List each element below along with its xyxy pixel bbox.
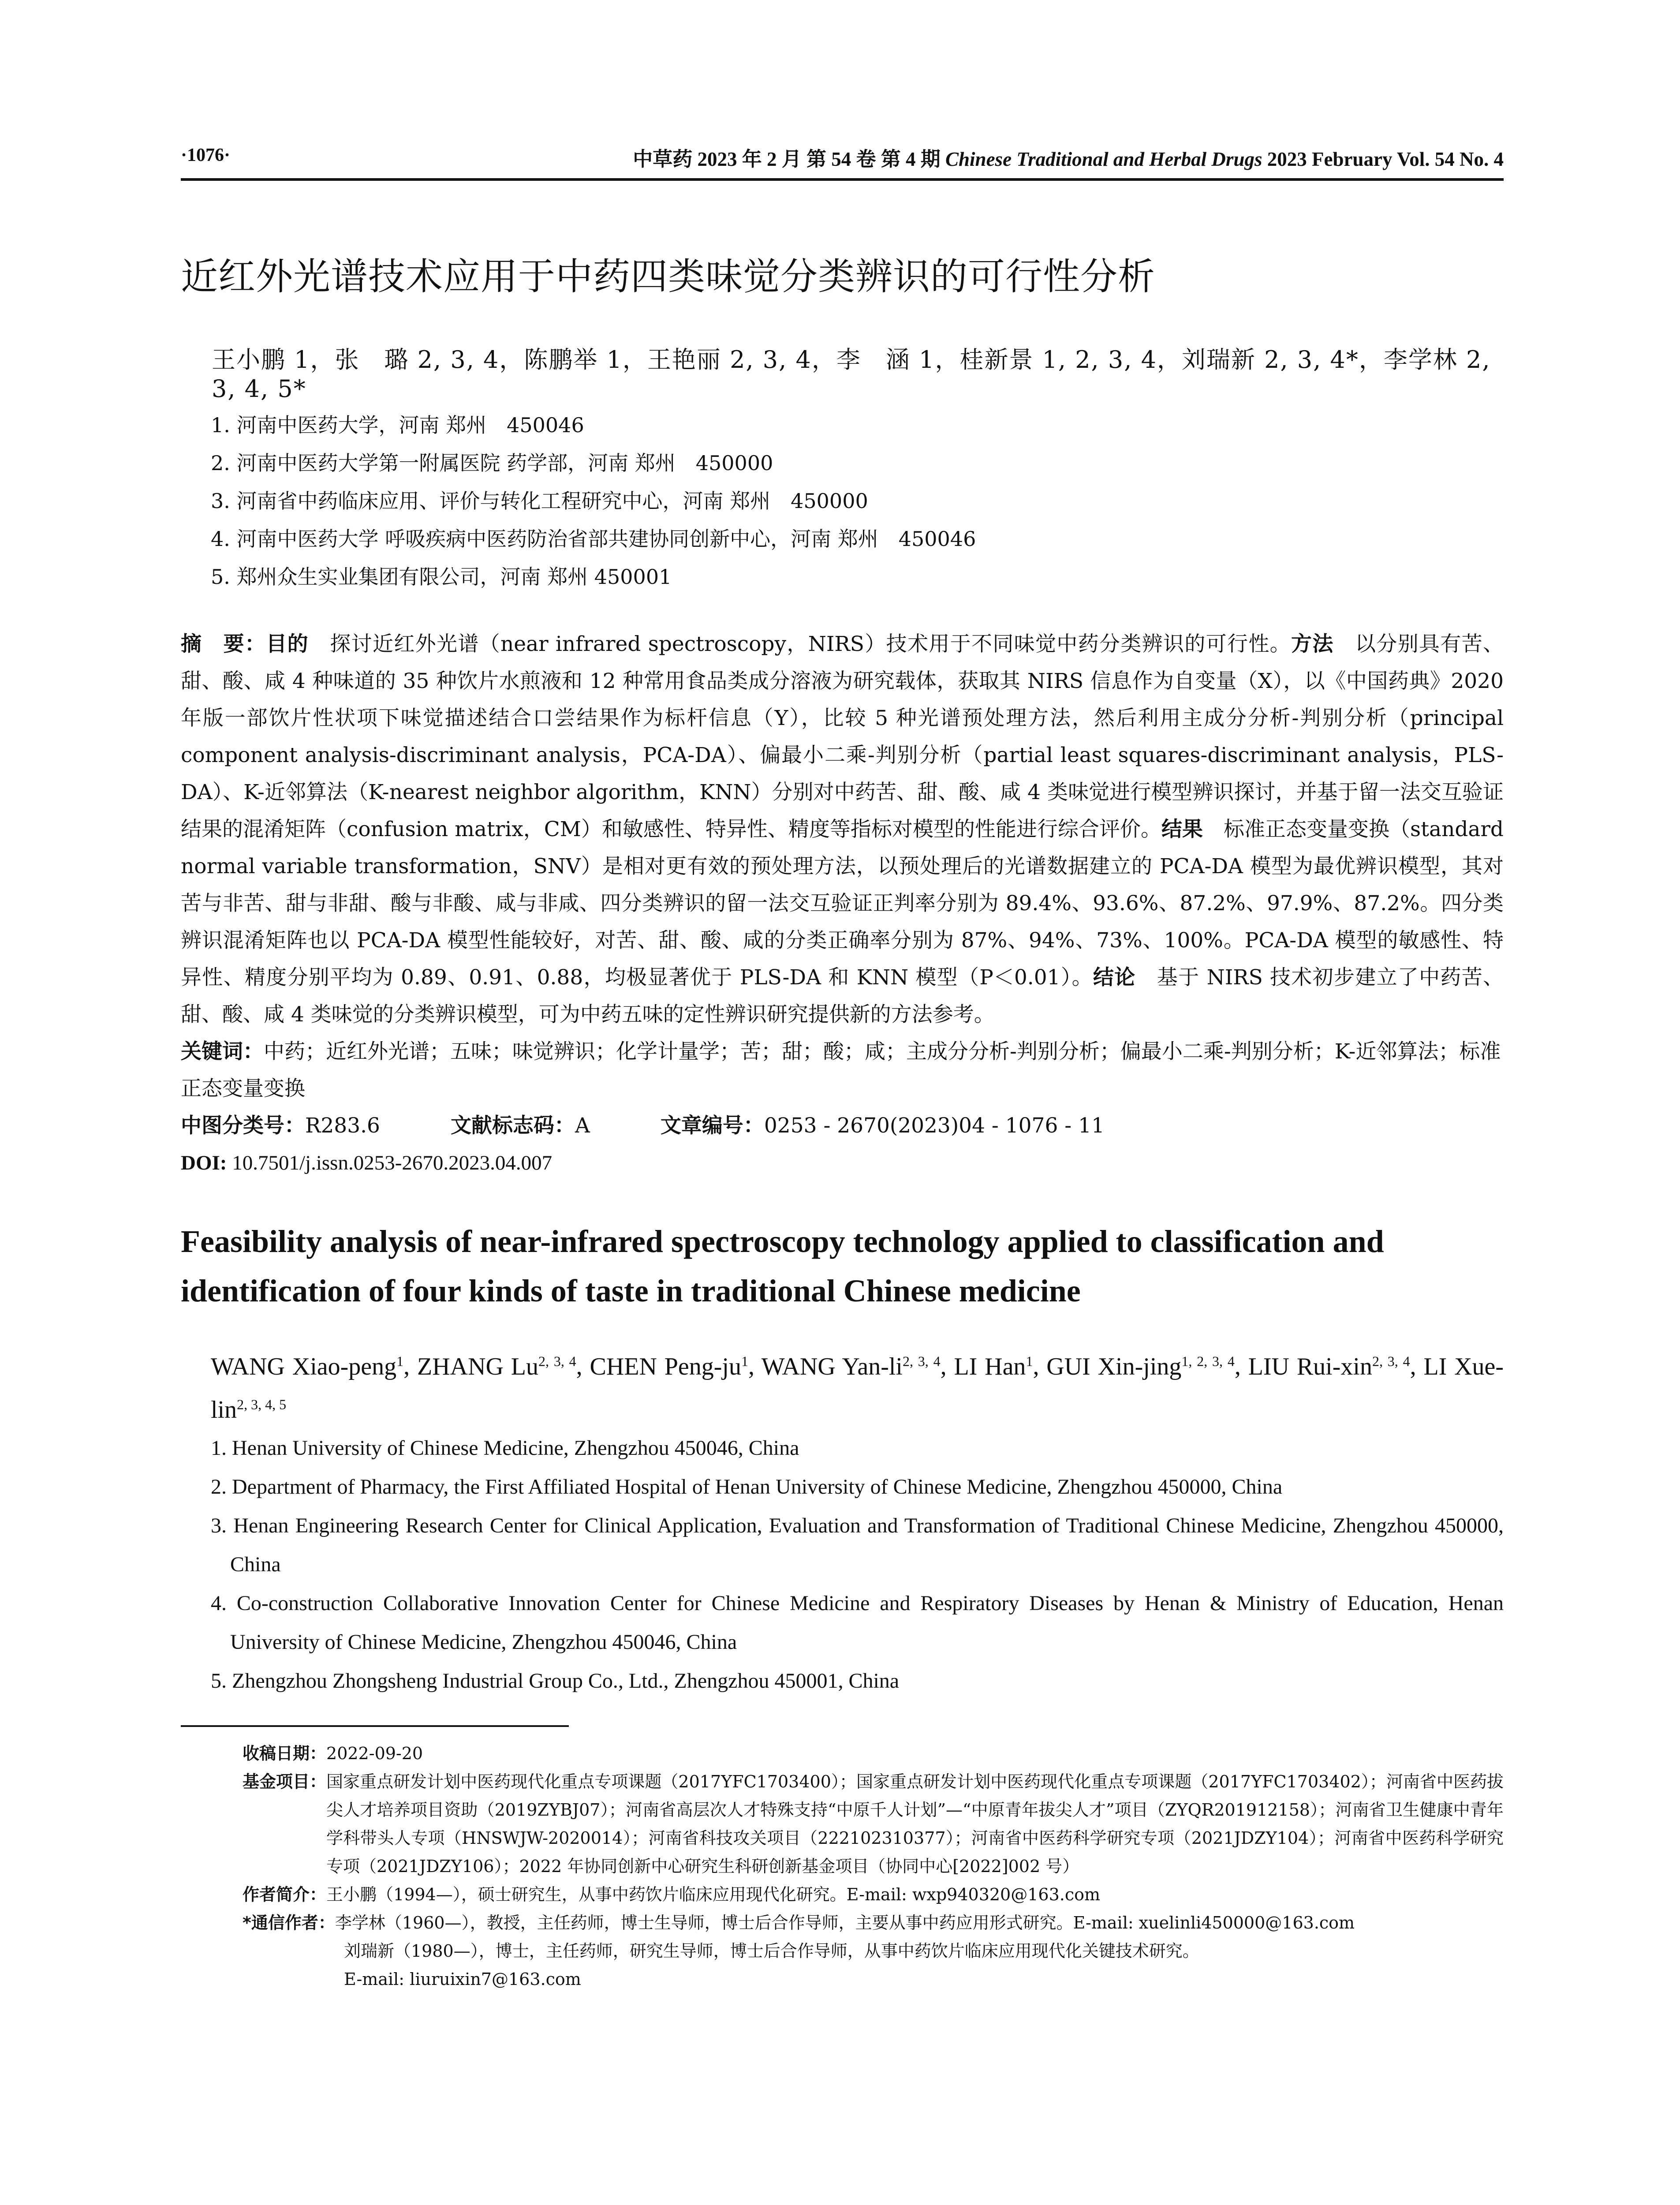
- abstract-cn: [181, 626, 1504, 1033]
- author-en-name: WANG Yan-li: [761, 1353, 903, 1380]
- affiliation-cn-4: 4. 河南中医药大学 呼吸疾病中医药防治省部共建协同创新中心，河南 郑州 450046: [211, 527, 976, 551]
- method-text: 以分别具有苦、甜、酸、咸 4 种味道的 35 种饮片水煎液和 12 种常用食品类成分溶液为研究载体，获取其 NIRS 信息作为自变量（X），以《中国药典》2020 年版一部饮片性状项下味觉描述结合口尝结果作为标杆信息（Y），比较 5 种光谱预处理方法，然后利用主成分分析-判别分析（principal component analysis-discriminant analysis，PCA-DA）、偏最小二乘-判别分析（partial least squares-discriminant analysis，PLS-DA）、K-近邻算法（K-nearest neighbor algorithm，KNN）分别对中药苦、甜、酸、咸 4 类味觉进行模型辨识探讨，并基于留一法交互验证结果的混淆矩阵（confusion matrix，CM）和敏感性、特异性、精度等指标对模型的性能进行综合评价。: [181, 632, 1504, 841]
- running-header: [181, 141, 1504, 181]
- author-intro-value: 王小鹏（1994—），硕士研究生，从事中药饮片临床应用现代化研究。E-mail: wxp940320@163.com: [326, 1885, 1101, 1905]
- classification-line: [181, 1107, 1504, 1144]
- abstract-label: 摘 要：: [181, 632, 266, 656]
- journal-info: [633, 143, 1504, 172]
- author-en: [1046, 1353, 1235, 1380]
- fund-row: [243, 1768, 1504, 1880]
- affiliation-en-4: 4. Co-construction Collaborative Innovation Center for Chinese Medicine and Respiratory Diseases by Henan & Ministry of Education, Henan University of Chinese Medicine, Zhengzhou 450046, China: [211, 1592, 1504, 1654]
- corresponding-label: *通信作者：: [243, 1913, 335, 1933]
- keywords-cn: [181, 1033, 1504, 1107]
- author-en-affil-sup: 2, 3, 4: [538, 1353, 576, 1369]
- author-en: [954, 1353, 1033, 1380]
- fund-value: 国家重点研发计划中医药现代化重点专项课题（2017YFC1703400）；国家重点研发计划中医药现代化重点专项课题（2017YFC1703402）；河南省中医药拔尖人才培养项目资助（2019ZYBJ07）；河南省高层次人才特殊支持“中原千人计划”—“中原青年拔尖人才”项目（ZYQR201912158）；河南省卫生健康中青年学科带头人专项（HNSWJW-2020014）；河南省科技攻关项目（222102310377）；河南省中医药科学研究专项（2021JDZY104）；河南省中医药科学研究专项（2021JDZY106）；2022 年协同创新中心研究生科研创新基金项目（协同中心[2022]002 号）: [326, 1772, 1504, 1876]
- doi-line: [181, 1144, 1504, 1181]
- clc-value: R283.6: [305, 1114, 380, 1138]
- author-en: [211, 1353, 403, 1380]
- corresponding-email-2: E-mail: liuruixin7@163.com: [344, 1970, 581, 1989]
- corresponding-row: [243, 1909, 1504, 1937]
- affiliation-en-1: 1. Henan University of Chinese Medicine, Zhengzhou 450046, China: [211, 1436, 799, 1460]
- journal-en-italic: Chinese Traditional and Herbal Drugs: [945, 148, 1262, 170]
- author-en-affil-sup: 1: [1026, 1353, 1033, 1369]
- keywords-text: 中药；近红外光谱；五味；味觉辨识；化学计量学；苦；甜；酸；咸；主成分分析-判别分析；偏最小二乘-判别分析；K-近邻算法；标准正态变量变换: [181, 1039, 1501, 1101]
- received-label: 收稿日期：: [243, 1744, 327, 1764]
- author-en: [590, 1353, 748, 1380]
- author-en: [762, 1353, 941, 1380]
- author-en-affil-sup: 1, 2, 3, 4: [1181, 1353, 1235, 1369]
- author-en-name: LIU Rui-xin: [1248, 1353, 1372, 1380]
- affiliations-en: [181, 1429, 1504, 1700]
- author-en-affil-sup: 2, 3, 4, 5: [237, 1396, 287, 1413]
- purpose-label: 目的: [266, 632, 309, 656]
- author-en: [1248, 1353, 1410, 1380]
- footnotes: [181, 1739, 1504, 1993]
- doc-code-label: 文献标志码：: [450, 1114, 575, 1138]
- method-label: 方法: [1291, 632, 1334, 656]
- author-en-affil-sup: 1: [741, 1353, 748, 1369]
- doi-value: 10.7501/j.issn.0253-2670.2023.04.007: [227, 1151, 553, 1174]
- author-en-name: LI Han: [954, 1353, 1026, 1380]
- affiliation-en-5: 5. Zhengzhou Zhongsheng Industrial Group Co., Ltd., Zhengzhou 450001, China: [211, 1669, 900, 1693]
- doi-label: DOI:: [181, 1151, 227, 1174]
- authors-cn: 王小鹏 1，张 璐 2, 3, 4，陈鹏举 1，王艳丽 2, 3, 4，李 涵 1，桂新景 1, 2, 3, 4，刘瑞新 2, 3, 4*，李学林 2, 3, 4, 5*: [212, 346, 1491, 403]
- affiliation-en-2: 2. Department of Pharmacy, the First Affiliated Hospital of Henan University of Chinese Medicine, Zhengzhou 450000, China: [211, 1475, 1283, 1499]
- affiliation-cn-3: 3. 河南省中药临床应用、评价与转化工程研究中心，河南 郑州 450000: [211, 489, 868, 513]
- footnote-divider: [181, 1725, 569, 1727]
- author-en-name: WANG Xiao-peng: [211, 1353, 397, 1380]
- article-page: [181, 141, 1504, 1993]
- result-text: 标准正态变量变换（standard normal variable transformation，SNV）是相对更有效的预处理方法，以预处理后的光谱数据建立的 PCA-DA 模型为最优辨识模型，其对苦与非苦、甜与非甜、酸与非酸、咸与非咸、四分类辨识的留一法交互验证正判率分别为 89.4%、93.6%、87.2%、97.9%、87.2%。四分类辨识混淆矩阵也以 PCA-DA 模型性能较好，对苦、甜、酸、咸的分类正确率分别为 87%、94%、73%、100%。PCA-DA 模型的敏感性、特异性、精度分别平均为 0.89、0.91、0.88，均极显著优于 PLS-DA 和 KNN 模型（P＜0.01）。: [181, 817, 1504, 990]
- conclusion-text: 基于 NIRS 技术初步建立了中药苦、甜、酸、咸 4 类味觉的分类辨识模型，可为中药五味的定性辨识研究提供新的方法参考。: [181, 965, 1504, 1027]
- article-title-cn: 近红外光谱技术应用于中药四类味觉分类辨识的可行性分析: [181, 255, 1156, 298]
- author-en-name: GUI Xin-jing: [1046, 1353, 1182, 1380]
- affiliation-cn-5: 5. 郑州众生实业集团有限公司，河南 郑州 450001: [211, 565, 672, 589]
- received-row: [243, 1739, 1504, 1768]
- clc-label: 中图分类号：: [181, 1114, 305, 1138]
- page-number: ·1076·: [181, 145, 231, 165]
- journal-en-rest: 2023 February Vol. 54 No. 4: [1262, 148, 1504, 170]
- author-en-name: CHEN Peng-ju: [590, 1353, 741, 1380]
- affiliation-cn-1: 1. 河南中医药大学，河南 郑州 450046: [211, 413, 584, 437]
- article-title-en: Feasibility analysis of near-infrared spectroscopy technology applied to classification and identification of four kinds of taste in traditional Chinese medicine: [181, 1224, 1384, 1308]
- corresponding-value-2: 刘瑞新（1980—），博士，主任药师，研究生导师，博士后合作导师，从事中药饮片临床应用现代化关键技术研究。: [344, 1941, 1199, 1961]
- article-no-label: 文章编号：: [660, 1114, 764, 1138]
- affiliation-cn-2: 2. 河南中医药大学第一附属医院 药学部，河南 郑州 450000: [211, 451, 773, 475]
- affiliation-en-3: 3. Henan Engineering Research Center for Clinical Application, Evaluation and Transformation of Traditional Chinese Medicine, Zhengzhou 450000, China: [211, 1514, 1504, 1577]
- result-label: 结果: [1161, 817, 1203, 841]
- article-no-value: 0253 - 2670(2023)04 - 1076 - 11: [764, 1114, 1105, 1138]
- author-en-affil-sup: 1: [396, 1353, 404, 1369]
- conclusion-label: 结论: [1093, 965, 1136, 990]
- corresponding-value-1: 李学林（1960—），教授，主任药师，博士生导师，博士后合作导师，主要从事中药应用形式研究。E-mail: xuelinli450000@163.com: [335, 1913, 1355, 1933]
- purpose-text: 探讨近红外光谱（near infrared spectroscopy，NIRS）技术用于不同味觉中药分类辨识的可行性。: [309, 632, 1292, 656]
- author-en-affil-sup: 2, 3, 4: [902, 1353, 941, 1369]
- author-intro-row: [243, 1880, 1504, 1909]
- author-en-name: ZHANG Lu: [417, 1353, 538, 1380]
- author-en-affil-sup: 2, 3, 4: [1372, 1353, 1410, 1369]
- keywords-label: 关键词：: [181, 1039, 264, 1064]
- author-en: [417, 1353, 576, 1380]
- received-value: 2022-09-20: [326, 1744, 423, 1764]
- fund-label: 基金项目：: [243, 1772, 327, 1792]
- journal-cn: 中草药 2023 年 2 月 第 54 卷 第 4 期: [633, 148, 941, 170]
- doc-code-value: A: [575, 1114, 590, 1138]
- author-en-name: LI Xue-lin: [211, 1353, 1504, 1424]
- authors-en: WANG Xiao-peng$^1$, ZHANG Lu$^{2, 3, 4}$, CHEN Peng-$ju^1$, WANG Yan-li$^{2, 3, 4}$, LI Han$^1$, GUI Xin-jing$^{1, 2, 3, 4}$, LIU Rui-xin$^{2, 3, 4}$, LI Xue-lin$^{2, 3, 4, 5}$: [211, 1353, 1504, 1424]
- author-intro-label: 作者简介：: [243, 1885, 327, 1905]
